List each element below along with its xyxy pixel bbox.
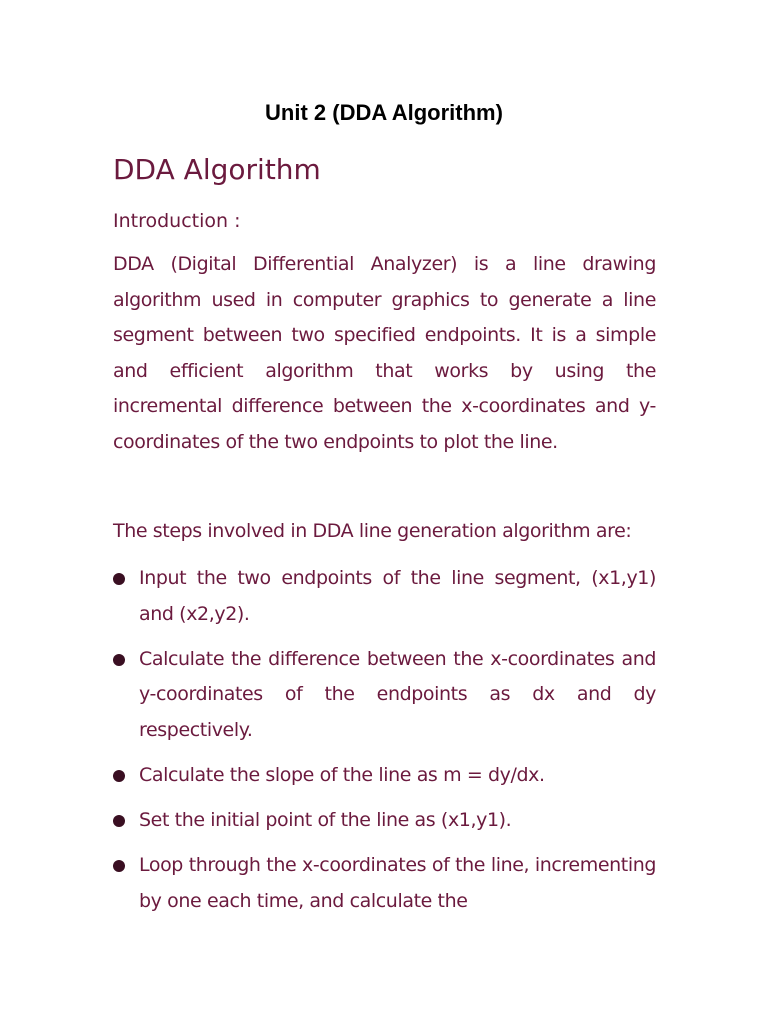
list-item xyxy=(113,848,656,919)
bullet-icon xyxy=(113,573,125,585)
intro-paragraph: DDA (Digital Differential Analyzer) is a line drawing algorithm used in computer graphics to generate a line segment between two specified endpoints. It is a simple and efficient algorithm that works by using the incremental difference between the x-coordinates and y-coordinates of the two endpoints to plot the line. xyxy=(113,253,656,453)
step-text: Set the initial point of the line as (x1,y1). xyxy=(139,809,512,832)
unit-title: Unit 2 (DDA Algorithm) xyxy=(265,100,503,125)
list-item xyxy=(113,758,656,794)
bullet-icon xyxy=(113,654,125,666)
bullet-icon xyxy=(113,860,125,872)
bullet-icon xyxy=(113,770,125,782)
step-text: Input the two endpoints of the line segment, (x1,y1) and (x2,y2). xyxy=(139,567,656,625)
step-text: Loop through the x-coordinates of the line, incrementing by one each time, and calculate the xyxy=(139,854,656,912)
step-text: Calculate the slope of the line as m = dy/dx. xyxy=(139,763,545,786)
bullet-icon xyxy=(113,815,125,827)
section-heading: DDA Algorithm xyxy=(113,153,321,186)
list-item xyxy=(113,642,656,749)
steps-list xyxy=(113,561,656,929)
list-item xyxy=(113,561,656,632)
list-item xyxy=(113,803,656,839)
intro-label: Introduction : xyxy=(113,210,241,232)
step-text: Calculate the difference between the x-coordinates and y-coordinates of the endpoints as dx and dy respectively. xyxy=(139,647,656,741)
steps-intro: The steps involved in DDA line generation algorithm are: xyxy=(113,520,632,542)
